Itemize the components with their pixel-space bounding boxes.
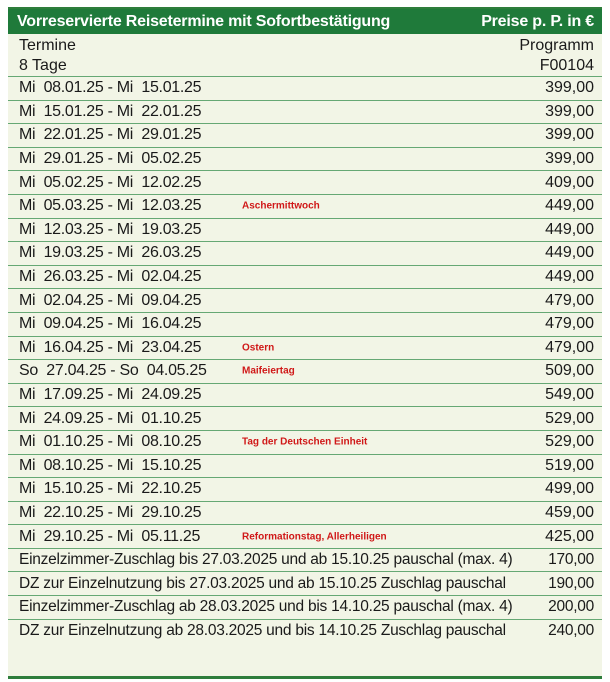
table-row bbox=[8, 455, 602, 479]
holiday-note: Tag der Deutschen Einheit bbox=[242, 436, 368, 448]
surcharge-row bbox=[8, 596, 602, 620]
price: 479,00 bbox=[545, 338, 594, 356]
holiday-note: Ostern bbox=[242, 342, 275, 354]
date-range: Mi 09.04.25 - Mi 16.04.25 bbox=[19, 315, 202, 333]
surcharge-row bbox=[8, 572, 602, 596]
price: 399,00 bbox=[545, 150, 594, 168]
surcharge-price: 200,00 bbox=[548, 598, 594, 616]
date-range: Mi 12.03.25 - Mi 19.03.25 bbox=[19, 220, 202, 238]
table-row bbox=[8, 289, 602, 313]
date-range: Mi 05.03.25 - Mi 12.03.25 bbox=[19, 197, 202, 215]
price: 449,00 bbox=[545, 244, 594, 262]
table-row bbox=[8, 384, 602, 408]
table-header bbox=[8, 9, 602, 34]
price: 509,00 bbox=[545, 362, 594, 380]
date-range: Mi 15.01.25 - Mi 22.01.25 bbox=[19, 102, 202, 120]
table-row bbox=[8, 431, 602, 455]
date-rows bbox=[8, 77, 602, 549]
date-range: Mi 02.04.25 - Mi 09.04.25 bbox=[19, 291, 202, 309]
date-range: Mi 01.10.25 - Mi 08.10.25 bbox=[19, 433, 202, 451]
date-range: Mi 15.10.25 - Mi 22.10.25 bbox=[19, 480, 202, 498]
price: 479,00 bbox=[545, 315, 594, 333]
surcharge-price: 240,00 bbox=[548, 622, 594, 640]
subheader-row bbox=[8, 55, 602, 77]
surcharge-label: DZ zur Einzelnutzung ab 28.03.2025 und bis 14.10.25 Zuschlag pauschal bbox=[19, 622, 506, 640]
price: 449,00 bbox=[545, 220, 594, 238]
table-row bbox=[8, 195, 602, 219]
table-row bbox=[8, 219, 602, 243]
surcharge-label: Einzelzimmer-Zuschlag ab 28.03.2025 und bis 14.10.25 pauschal (max. 4) bbox=[19, 598, 513, 616]
program-code: F00104 bbox=[539, 56, 594, 74]
column-header-dates: Termine bbox=[19, 36, 76, 54]
price-note: Preise p. P. in € bbox=[481, 12, 594, 30]
price: 399,00 bbox=[545, 102, 594, 120]
table-row bbox=[8, 337, 602, 361]
surcharge-rows bbox=[8, 549, 602, 643]
table-row bbox=[8, 407, 602, 431]
price-table bbox=[8, 7, 602, 679]
surcharge-price: 170,00 bbox=[548, 551, 594, 569]
date-range: Mi 17.09.25 - Mi 24.09.25 bbox=[19, 386, 202, 404]
price: 529,00 bbox=[545, 409, 594, 427]
holiday-note: Aschermittwoch bbox=[242, 200, 320, 212]
table-row bbox=[8, 77, 602, 101]
date-range: Mi 24.09.25 - Mi 01.10.25 bbox=[19, 409, 202, 427]
holiday-note: Maifeiertag bbox=[242, 365, 295, 377]
date-range: Mi 08.10.25 - Mi 15.10.25 bbox=[19, 456, 202, 474]
table-row bbox=[8, 502, 602, 526]
date-range: Mi 22.01.25 - Mi 29.01.25 bbox=[19, 126, 202, 144]
surcharge-row bbox=[8, 549, 602, 573]
date-range: Mi 05.02.25 - Mi 12.02.25 bbox=[19, 173, 202, 191]
price: 425,00 bbox=[545, 527, 594, 545]
price: 399,00 bbox=[545, 126, 594, 144]
surcharge-label: Einzelzimmer-Zuschlag bis 27.03.2025 und ab 15.10.25 pauschal (max. 4) bbox=[19, 551, 513, 569]
price: 529,00 bbox=[545, 433, 594, 451]
price: 459,00 bbox=[545, 503, 594, 521]
table-title: Vorreservierte Reisetermine mit Sofortbestätigung bbox=[17, 12, 391, 30]
price: 399,00 bbox=[545, 79, 594, 97]
date-range: Mi 19.03.25 - Mi 26.03.25 bbox=[19, 244, 202, 262]
price: 409,00 bbox=[545, 173, 594, 191]
surcharge-label: DZ zur Einzelnutzung bis 27.03.2025 und ab 15.10.25 Zuschlag pauschal bbox=[19, 574, 506, 592]
table-row bbox=[8, 266, 602, 290]
table-row bbox=[8, 101, 602, 125]
price: 449,00 bbox=[545, 268, 594, 286]
duration-label: 8 Tage bbox=[19, 56, 67, 74]
table-row bbox=[8, 242, 602, 266]
table-row bbox=[8, 148, 602, 172]
surcharge-price: 190,00 bbox=[548, 574, 594, 592]
date-range: Mi 16.04.25 - Mi 23.04.25 bbox=[19, 338, 202, 356]
date-range: Mi 08.01.25 - Mi 15.01.25 bbox=[19, 79, 202, 97]
date-range: Mi 29.10.25 - Mi 05.11.25 bbox=[19, 527, 201, 545]
surcharge-row bbox=[8, 620, 602, 644]
table-row bbox=[8, 360, 602, 384]
table-row bbox=[8, 124, 602, 148]
price: 449,00 bbox=[545, 197, 594, 215]
price: 479,00 bbox=[545, 291, 594, 309]
date-range: Mi 22.10.25 - Mi 29.10.25 bbox=[19, 503, 202, 521]
column-header-program: Programm bbox=[519, 36, 594, 54]
date-range: Mi 26.03.25 - Mi 02.04.25 bbox=[19, 268, 202, 286]
table-row bbox=[8, 478, 602, 502]
table-row bbox=[8, 171, 602, 195]
column-header-row bbox=[8, 34, 602, 55]
table-row bbox=[8, 525, 602, 549]
date-range: Mi 29.01.25 - Mi 05.02.25 bbox=[19, 150, 202, 168]
price: 549,00 bbox=[545, 386, 594, 404]
price: 519,00 bbox=[545, 456, 594, 474]
date-range: So 27.04.25 - So 04.05.25 bbox=[19, 362, 207, 380]
table-row bbox=[8, 313, 602, 337]
price: 499,00 bbox=[545, 480, 594, 498]
holiday-note: Reformationstag, Allerheiligen bbox=[242, 531, 387, 543]
